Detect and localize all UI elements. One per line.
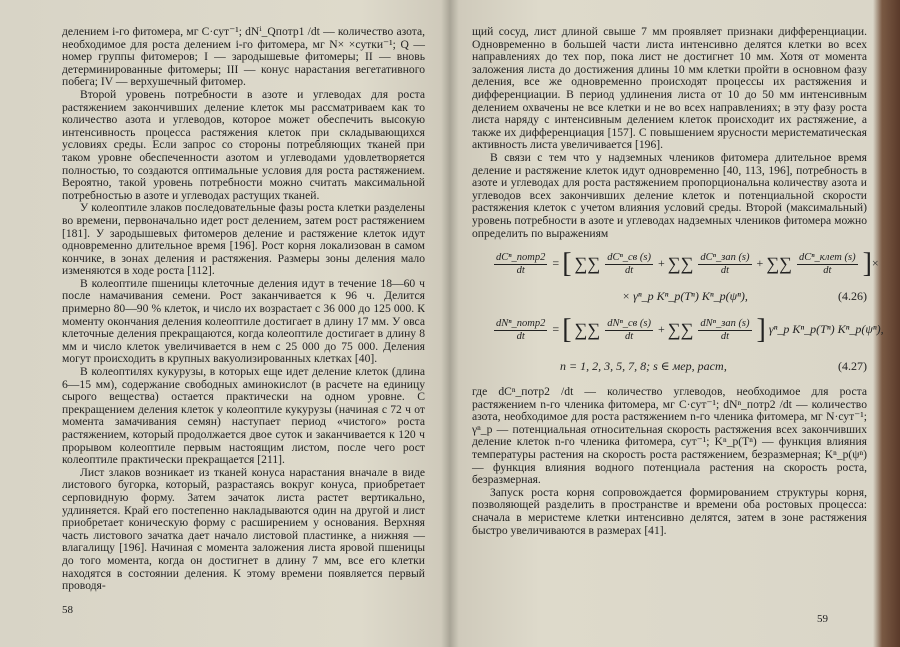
paragraph: где dCⁿ_потр2 /dt — количество углеводов, необходимое для роста растяжением n-го членика фитомера, мг С·сут⁻¹; dNⁿ_потр2 /dt — количество азота, необходимое для роста растяжением n-го членика фитомера, мг N·сут⁻¹; γⁿ_p — потенциальная относительная скорость растяжения всех закончивших деление клеток n-го членика фитомера, сут⁻¹; Kⁿ_p(Tⁿ) — функция влияния температуры растения на скорость роста растяжением, безразмерная; Kⁿ_p(ψⁿ) — функция влияния водного потенциала растения на скорость роста, безразмерная. (472, 385, 867, 487)
formula-tail: γⁿ_p Kⁿ_p(Tⁿ) Kⁿ_p(ψⁿ), (768, 321, 884, 336)
right-text-column (472, 25, 884, 537)
paragraph: щий сосуд, лист длиной свыше 7 мм проявляет признаки дифференциации. Одновременно в большей части листа интенсивно делятся клетки во всех направлениях до тех пор, пока лист не достигнет 10 мм. Хотя от момента заложения листа до достижения длины 10 мм клетки пройти в основном фазу деления, все же одновременно происходят процессы их растяжения и дифференциации. В период удлинения листа от 10 до 50 мм интенсивным делением охвачены не все клетки и не во всех направлениях; в эту фазу роста листа наряду с интенсивным делением клеток происходит их растяжение, а также их дифференциация [157]. С повышением ярусности меристематическая активность листа увеличивается [196]. (472, 25, 867, 152)
page-number: 59 (817, 613, 828, 625)
formula-lhs-num: dCⁿ_потр2 (496, 251, 546, 263)
paragraph: В колеоптиле пшеницы клеточные деления идут в течение 18—60 ч после намачивания семени. Рост заканчивается к 96 ч. Делится примерно 80—90 % клеток, и число их возрастает с 36 000 до 125 000. К моменту окончания деления колеоптиле достигает в длину 17 мм. У овса клеточные деления прекращаются, когда колеоптиле достигает в длину 8 мм и число клеток увеличивается в нем с 25 000 до 75 000. Деления могут происходить в крупных вакуолизированных клетках [40]. (62, 276, 425, 366)
paragraph: В колеоптилях кукурузы, в которых еще идет деление клеток (длина 6—15 мм), содержание свободных аминокислот (в расчете на единицу сырого вещества) остается практически на одном уровне. С прекращением деления клеток у колеоптиле кукурузы (начиная с 72 ч от момента замачивания семян) наступает период «чистого» роста растяжением, который продолжается двое суток и заканчивается к 120 ч прорывом колеоптиле первым настоящим листом, после чего рост колеоптиле практически прекращается [211]. (62, 365, 425, 467)
page-number: 58 (62, 604, 73, 616)
left-text-column (62, 26, 425, 593)
formula-den: dt (823, 264, 832, 276)
formula-den: dt (624, 264, 634, 276)
equation-number: (4.27) (838, 359, 867, 374)
formula-den: dt (720, 330, 730, 342)
formula-4-27: $\frac{\text{dNⁿ\_потр2}}{dt}$ = [ ∑∑ $\frac{\text{dNⁿ\_св (s)}}{dt}$ + ∑∑ $\frac{\text{dNⁿ\_зап (s)}}{dt}$ ] γⁿ_p Kⁿ_p(Tⁿ) Kⁿ_p(ψⁿ), n = 1, 2, 3, 5, 7, 8; s ∈ мер, раст, (4.27) (496, 314, 884, 374)
formula-condition: n = 1, 2, 3, 5, 7, 8; s ∈ мер, раст, (560, 359, 727, 374)
formula-term: dCⁿ_св (s) (607, 251, 651, 263)
formula-term: dCⁿ_зап (s) (700, 251, 750, 263)
formula-den: dt (624, 330, 634, 342)
formula-den: dt (720, 264, 730, 276)
equation-number: (4.26) (838, 289, 867, 304)
formula-4-26: $\frac{\text{dCⁿ\_потр2}}{dt}$ = [ ∑∑ $\frac{\text{dCⁿ\_св (s)}}{dt}$ + ∑∑ $\frac{\text{dCⁿ\_зап (s)}}{dt}$ + ∑∑ $\frac{\text{dCⁿ\_клет (s)}}{dt}$ ]× × γⁿ_p Kⁿ_p(Tⁿ) Kⁿ_p(ψⁿ), (4.26) (496, 248, 879, 304)
formula-lhs-num: dNⁿ_потр2 (496, 317, 546, 329)
formula-lhs-den: dt (516, 330, 525, 342)
paragraph: делением i-го фитомера, мг С·сут⁻¹; dNⁱ_Qпотр1 /dt — количество азота, необходимое для роста делением i-го фитомера, мг N× ×сутки⁻¹; Q — номер группы фитомеров; I — зародышевые фитомеры; II — вновь детерминированные фитомеры; III — конус нарастания вегетативного побега; IV — верхушечный фитомер. (62, 25, 425, 89)
paragraph: Запуск роста корня сопровождается формированием структуры корня, позволяющей разделить в пространстве и времени оба ростовых процесса: сначала в меристеме клетки интенсивно делятся, затем в зоне растяжения быстро увеличиваются в размерах [41]. (472, 485, 867, 537)
formula-term: dNⁿ_св (s) (607, 317, 651, 329)
formula-lhs-den: dt (516, 264, 525, 276)
paragraph: Лист злаков возникает из тканей конуса нарастания вначале в виде листового бугорка, который, разрастаясь вокруг конуса, приобретает серповидную форму. Затем зачаток листа растет вертикально, удлиняется. Край его постепенно накладываются один на другой и лист приобретает коническую форму с расширением у основания. Верхняя часть листового зачатка дает начало листовой пластинке, а нижняя — влагалищу [196]. Начиная с момента заложения листа яровой пшеницы до того момента, когда он достигнет в длину 7 мм, все его клетки находятся в состоянии деления. К этому времени появляется первый проводя- (62, 465, 425, 593)
formula-tail: × γⁿ_p Kⁿ_p(Tⁿ) Kⁿ_p(ψⁿ), (622, 289, 748, 304)
paragraph: У колеоптиле злаков последовательные фазы роста клетки разделены во времени, первоначально идет рост делением, затем рост растяжением [181]. У зародышевых фитомеров деление и растяжение клеток идут одновременно длительное время [196]. Рост корня локализован в самом кончике, в зонах деления и растяжения. Размеры зоны деления мало изменяются в ходе роста [112]. (62, 201, 425, 278)
formula-term: dCⁿ_клет (s) (799, 251, 856, 263)
right-page (452, 0, 882, 647)
formula-term: dNⁿ_зап (s) (700, 317, 750, 329)
paragraph: В связи с тем что у надземных члеников фитомера длительное время деление и растяжение клеток идут одновременно [40, 113, 196], потребность в азоте и углеводах для роста растяжением пропорциональна количеству азота и углеводов всех закончивших деление клеток и потенциальной скорости растяжения клеток с учетом влияния условий среды. Второй (максимальный) уровень потребности в азоте и углеводах надземных члеников фитомера можно определить по выражениям (472, 150, 867, 240)
paragraph: Второй уровень потребности в азоте и углеводах для роста растяжением закончивших деление клеток мы рассматриваем как то количество азота и углеводов, которое может обеспечить высокую интенсивность процесса растяжения клеток при складывающихся условиях среды. Если запрос со стороны потребляющих тканей при таком уровне обеспеченности азотом и углеводами удовлетворяется полностью, то создаются оптимальные условия для роста растяжением. Вероятно, такой уровень потребности можно считать максимальной потребностью в азоте и углеводах растущих тканей. (62, 87, 425, 202)
